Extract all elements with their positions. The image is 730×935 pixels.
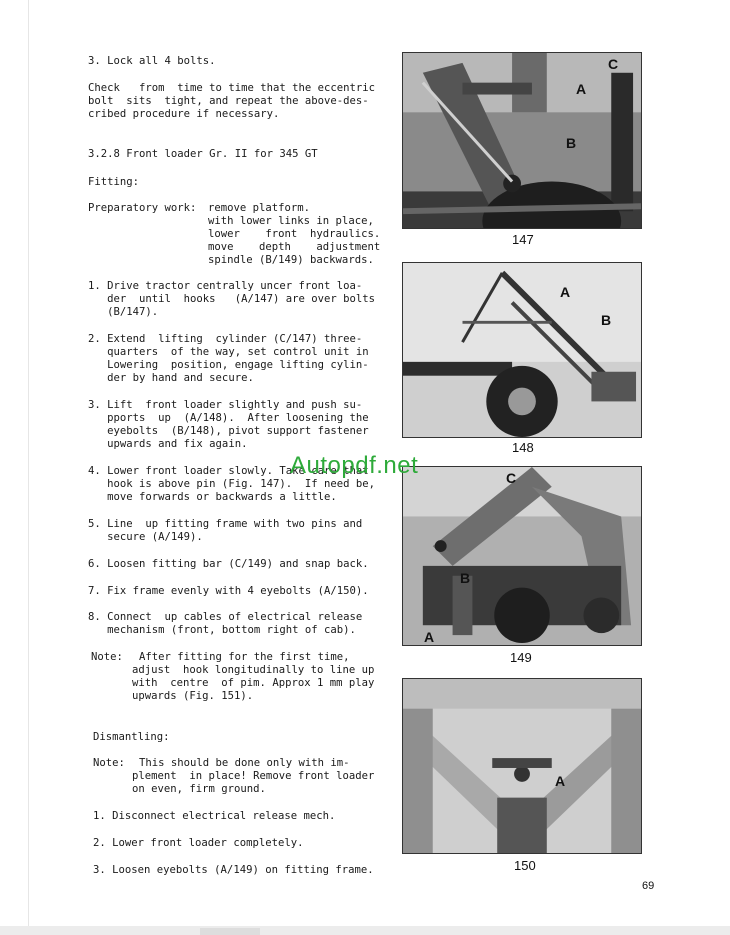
step-3-line: 3. Lift front loader slightly and push su- xyxy=(88,399,363,411)
figure-147 xyxy=(402,52,642,252)
step-8-line: mechanism (front, bottom right of cab). xyxy=(88,624,356,636)
step-3-line: upwards and fix again. xyxy=(88,438,248,450)
step-2-line: Lowering position, engage lifting cylin- xyxy=(88,359,369,371)
page-bottom-shade xyxy=(200,928,260,935)
prep-line: spindle (B/149) backwards. xyxy=(208,254,374,266)
callout-label: A xyxy=(424,629,435,645)
step-2-line: 2. Extend lifting cylinder (C/147) three- xyxy=(88,333,363,345)
step-2-line: quarters of the way, set control unit in xyxy=(88,346,369,358)
step-2-line: der by hand and secure. xyxy=(88,372,254,384)
watermark-text: Autopdf.net xyxy=(290,452,419,479)
step-3-line: eyebolts (B/148), pivot support fastener xyxy=(88,425,369,437)
check-line: cribed procedure if necessary. xyxy=(88,108,280,120)
page-bottom-strip xyxy=(0,926,730,935)
callout-label: B xyxy=(601,312,612,328)
prep-line: lower front hydraulics. xyxy=(208,228,381,240)
note-label: Note: xyxy=(91,651,123,663)
dismantle-step-2: 2. Lower front loader completely. xyxy=(93,837,304,849)
callout-label: B xyxy=(566,135,577,151)
note-line: After fitting for the first time, xyxy=(139,651,350,663)
figure-150-photo xyxy=(402,678,642,854)
page-edge xyxy=(28,0,29,935)
step-1-line: (B/147). xyxy=(88,306,159,318)
note-label: Note: xyxy=(93,757,125,769)
figure-147-photo xyxy=(402,52,642,229)
figure-150 xyxy=(402,678,642,878)
callout-label: C xyxy=(608,56,619,72)
page-number: 69 xyxy=(642,880,655,892)
callout-label: A xyxy=(576,81,587,97)
note-line: This should be done only with im- xyxy=(139,757,350,769)
prep-line: with lower links in place, xyxy=(208,215,374,227)
figure-number: 148 xyxy=(512,440,534,455)
prep-line: remove platform. xyxy=(208,202,311,214)
step-4-line: 4. Lower front loader slowly. Take care that xyxy=(88,465,369,477)
figure-149-photo xyxy=(402,466,642,646)
step-4-line: move forwards or backwards a little. xyxy=(88,491,337,503)
callout-label: A xyxy=(560,284,571,300)
step-7-line: 7. Fix frame evenly with 4 eyebolts (A/150). xyxy=(88,585,369,597)
figure-149 xyxy=(402,466,642,666)
figure-148 xyxy=(402,262,642,457)
note-line: adjust hook longitudinally to line up xyxy=(132,664,375,676)
step-3-line: pports up (A/148). After loosening the xyxy=(88,412,369,424)
callout-label: C xyxy=(506,470,517,486)
preparatory-label: Preparatory work: xyxy=(88,202,197,214)
figure-number: 147 xyxy=(512,232,534,247)
note-line: with centre of pim. Approx 1 mm play xyxy=(132,677,375,689)
dismantling-label: Dismantling: xyxy=(93,731,170,743)
check-line: bolt sits tight, and repeat the above-des- xyxy=(88,95,369,107)
step-5-line: 5. Line up fitting frame with two pins and xyxy=(88,518,363,530)
step-lock-bolts: 3. Lock all 4 bolts. xyxy=(88,55,216,67)
callout-label: A xyxy=(555,773,566,789)
step-4-line: hook is above pin (Fig. 147). If need be, xyxy=(88,478,376,490)
check-line: Check from time to time that the eccentric xyxy=(88,82,376,94)
section-heading: 3.2.8 Front loader Gr. II for 345 GT xyxy=(88,148,318,160)
callout-label: B xyxy=(460,570,471,586)
step-1-line: 1. Drive tractor centrally uncer front loa- xyxy=(88,280,363,292)
step-5-line: secure (A/149). xyxy=(88,531,203,543)
note-line: on even, firm ground. xyxy=(132,783,266,795)
note-line: upwards (Fig. 151). xyxy=(132,690,254,702)
note-line: plement in place! Remove front loader xyxy=(132,770,375,782)
figure-number: 150 xyxy=(514,858,536,873)
step-6-line: 6. Loosen fitting bar (C/149) and snap back. xyxy=(88,558,369,570)
step-8-line: 8. Connect up cables of electrical release xyxy=(88,611,363,623)
dismantle-step-1: 1. Disconnect electrical release mech. xyxy=(93,810,336,822)
dismantle-step-3: 3. Loosen eyebolts (A/149) on fitting frame. xyxy=(93,864,374,876)
fitting-label: Fitting: xyxy=(88,176,140,188)
figure-number: 149 xyxy=(510,650,532,665)
step-1-line: der until hooks (A/147) are over bolts xyxy=(88,293,376,305)
figure-148-photo xyxy=(402,262,642,438)
prep-line: move depth adjustment xyxy=(208,241,381,253)
